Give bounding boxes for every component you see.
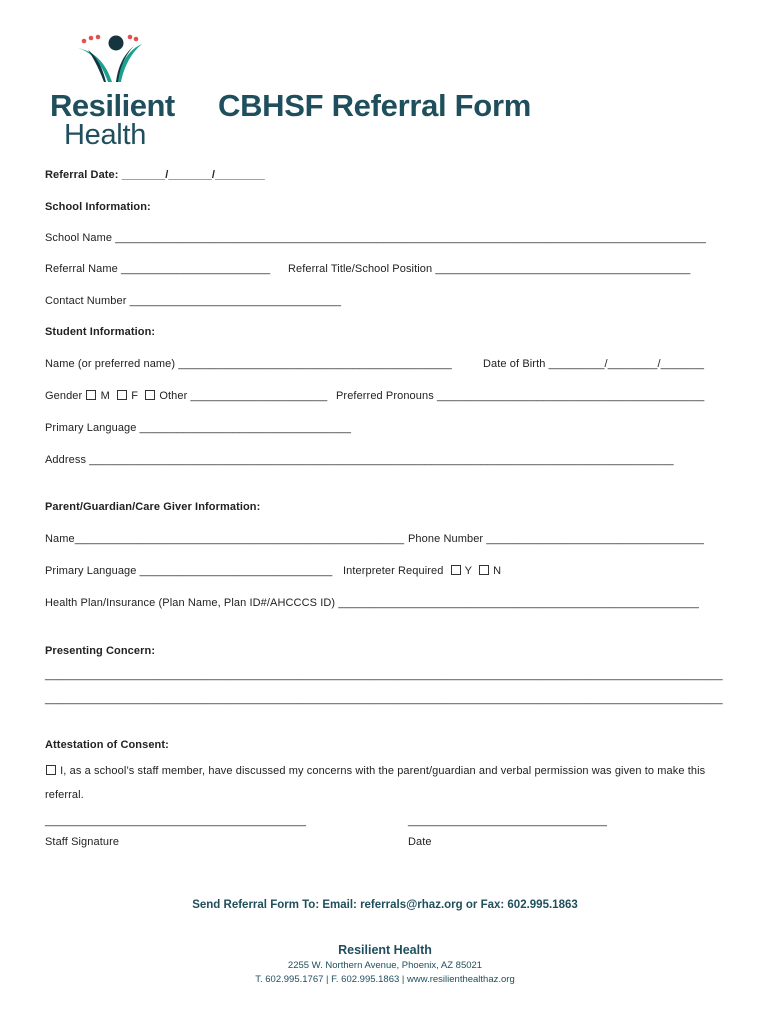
concern-line-1[interactable]: _____________________________________________________________________________________________________________ <box>45 669 723 681</box>
gender-f-checkbox[interactable] <box>117 390 127 400</box>
parent-name-field[interactable]: Name_____________________________________________________ <box>45 533 405 545</box>
referral-date-field[interactable] <box>45 169 265 181</box>
consent-row <box>45 765 705 777</box>
date-label: Date <box>408 836 432 848</box>
referral-date-label: Referral Date: _______/_______/________ <box>45 169 265 181</box>
gender-row <box>45 390 327 402</box>
date-of-birth-field[interactable]: Date of Birth _________/________/_______ <box>483 358 705 370</box>
student-info-heading: Student Information: <box>45 326 156 338</box>
interpreter-no-label: N <box>493 565 502 577</box>
concern-line-2[interactable]: _____________________________________________________________________________________________________________ <box>45 693 723 705</box>
contact-number-field[interactable]: Contact Number __________________________________ <box>45 295 342 307</box>
interpreter-no-checkbox[interactable] <box>479 565 489 575</box>
address-field[interactable]: Address ______________________________________________________________________________________________ <box>45 454 674 466</box>
staff-signature-label: Staff Signature <box>45 836 120 848</box>
logo-mark-icon <box>46 34 176 94</box>
gender-other-field[interactable]: Other ______________________ <box>159 390 328 402</box>
student-name-field[interactable]: Name (or preferred name) ____________________________________________ <box>45 358 452 370</box>
interpreter-yes-checkbox[interactable] <box>451 565 461 575</box>
send-referral-instructions: Send Referral Form To: Email: referrals@rhaz.org or Fax: 602.995.1863 <box>192 899 578 911</box>
footer-org-name: Resilient Health <box>338 943 432 957</box>
footer-contact: T. 602.995.1767 | F. 602.995.1863 | www.resilienthealthaz.org <box>255 974 515 985</box>
parent-language-field[interactable]: Primary Language _______________________________ <box>45 565 333 577</box>
phone-number-field[interactable]: Phone Number ___________________________________ <box>408 533 704 545</box>
gender-f-label: F <box>131 390 139 402</box>
referral-title-field[interactable]: Referral Title/School Position _________________________________________ <box>288 263 691 275</box>
consent-checkbox[interactable] <box>46 765 56 775</box>
resilient-health-logo <box>46 34 176 150</box>
school-name-field[interactable]: School Name _______________________________________________________________________________________________ <box>45 232 706 244</box>
gender-m-label: M <box>100 390 110 402</box>
preferred-pronouns-field[interactable]: Preferred Pronouns ___________________________________________ <box>336 390 705 402</box>
interpreter-label: Interpreter Required <box>343 565 444 577</box>
student-language-field[interactable]: Primary Language __________________________________ <box>45 422 352 434</box>
page-title: CBHSF Referral Form <box>218 88 531 123</box>
school-info-heading: School Information: <box>45 201 151 213</box>
logo-text-health: Health <box>64 119 147 151</box>
health-plan-field[interactable]: Health Plan/Insurance (Plan Name, Plan ID#/AHCCCS ID) __________________________________________________________ <box>45 597 699 609</box>
date-signature-line[interactable]: ________________________________ <box>408 815 607 827</box>
parent-info-heading: Parent/Guardian/Care Giver Information: <box>45 501 261 513</box>
gender-other-checkbox[interactable] <box>145 390 155 400</box>
consent-text-continued: referral. <box>45 789 84 801</box>
consent-heading: Attestation of Consent: <box>45 739 169 751</box>
footer-address: 2255 W. Northern Avenue, Phoenix, AZ 85021 <box>287 960 483 971</box>
referral-name-field[interactable]: Referral Name ________________________ <box>45 263 271 275</box>
gender-label: Gender <box>45 390 83 402</box>
staff-signature-line[interactable]: __________________________________________ <box>45 815 307 827</box>
interpreter-yes-label: Y <box>464 565 472 577</box>
consent-text: I, as a school’s staff member, have discussed my concerns with the parent/guardian and verbal permission was given to make this <box>60 765 706 777</box>
logo-text-resilient: Resilient <box>50 88 175 123</box>
gender-m-checkbox[interactable] <box>86 390 96 400</box>
presenting-concern-heading: Presenting Concern: <box>45 645 156 657</box>
interpreter-row <box>343 565 501 577</box>
